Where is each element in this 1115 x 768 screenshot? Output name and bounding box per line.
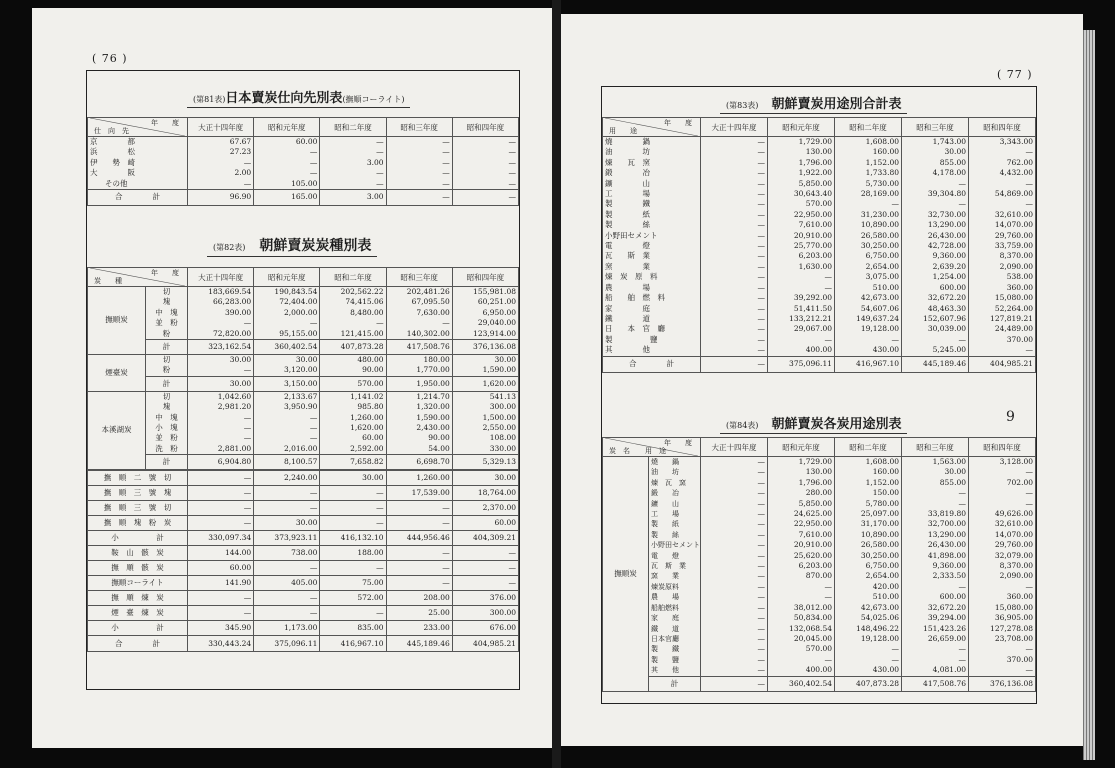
cell: 60.00 — — — 105.00	[254, 137, 320, 190]
cell: 1,173.00	[254, 621, 320, 636]
cell: 233.00	[386, 621, 452, 636]
sub-labels: 切 塊 中 塊 小 塊 並 粉 洗 粉	[146, 391, 188, 454]
cell: 1,260.00	[386, 471, 452, 486]
table-row	[88, 486, 519, 501]
cell: —	[320, 561, 386, 576]
subtotal-row: 計 323,162.54 360,402.54 407,873.28 417,508.76 376,136.08	[88, 340, 519, 355]
table83-col-header: 昭和二年度	[835, 118, 902, 137]
sub-labels: 切 塊 中 塊 並 粉 粉	[146, 287, 188, 340]
cell: 60.00	[452, 516, 518, 531]
table83	[602, 117, 1036, 373]
table84-number: (第84表)	[726, 421, 759, 430]
cell: —	[320, 606, 386, 621]
subtotal-row: 計 30.00 3,150.00 570.00 1,950.00 1,620.00	[88, 376, 519, 391]
table84-col-header: 大正十四年度	[701, 438, 768, 457]
table84-col-header: 昭和四年度	[969, 438, 1036, 457]
cell: 60.00	[188, 561, 254, 576]
row-labels: 燒 鍋 油 坊 煉 瓦 窯 鍛 冶 鑛 山 工 場 製 紙 製 絲 小野田セメント 電 燈 瓦 斯 業 窯 業 煉炭原料 農 場 船舶燃料 家 庭 鐵 道 日本官廳 製 鐵 製 鹽 其 他	[649, 457, 701, 677]
row-label: 鞍 山 骸 炭	[88, 546, 188, 561]
cell: 2,240.00	[254, 471, 320, 486]
cell: —	[320, 486, 386, 501]
page-stack-edge	[1083, 30, 1095, 760]
table83-col-header: 昭和元年度	[768, 118, 835, 137]
cell: 373,923.11	[254, 531, 320, 546]
cell: —	[452, 546, 518, 561]
table83-col-header: 昭和三年度	[902, 118, 969, 137]
row-label: 撫 順 骸 炭	[88, 561, 188, 576]
row-label: 小 計	[88, 531, 188, 546]
table-row: 煙臺炭 切 粉 30.00 — 30.00 3,120.00 480.00 90.00 180.00 1,770.00 30.00 1,590.00	[88, 355, 519, 377]
left-page	[32, 8, 552, 748]
cell: 676.00	[452, 621, 518, 636]
table84-title-text: 朝鮮賣炭各炭用途別表	[771, 417, 902, 432]
cell: 345.90	[188, 621, 254, 636]
cell: —	[188, 516, 254, 531]
cell: — — — — —	[386, 137, 452, 190]
cell: 18,764.00	[452, 486, 518, 501]
row-labels: 京 都 浜 松 伊 勢 崎 大 阪 その他	[88, 137, 188, 190]
table-row	[88, 501, 519, 516]
cell: —	[452, 576, 518, 591]
group-name: 煙臺炭	[88, 355, 146, 392]
table81	[87, 117, 519, 206]
table82-title	[207, 235, 377, 257]
cell: —	[188, 591, 254, 606]
cell: 141.90	[188, 576, 254, 591]
table84-col-header: 昭和三年度	[902, 438, 969, 457]
page-number-right: ( 77 )	[997, 68, 1033, 81]
table-row	[88, 606, 519, 621]
table-row	[88, 531, 519, 546]
table81-number: (第81表)	[193, 95, 226, 104]
table83-col-header: 昭和四年度	[969, 118, 1036, 137]
cell: 330,097.34	[188, 531, 254, 546]
table83-corner: 年 度 用 途	[603, 118, 701, 137]
cell: —	[386, 516, 452, 531]
table82-title-text: 朝鮮賣炭炭種別表	[259, 238, 372, 254]
table84-col-header: 昭和元年度	[768, 438, 835, 457]
cell: 25.00	[386, 606, 452, 621]
cell: —	[254, 606, 320, 621]
table-row	[88, 471, 519, 486]
cell: —	[254, 561, 320, 576]
cell: 738.00	[254, 546, 320, 561]
table81-corner: 年 度 仕 向 先	[88, 118, 188, 137]
table-row	[88, 561, 519, 576]
table-row	[88, 576, 519, 591]
cell: —	[386, 501, 452, 516]
cell: 572.00	[320, 591, 386, 606]
table82-corner: 年 度 炭 種	[88, 268, 188, 287]
cell: — — — — —	[452, 137, 518, 190]
subtotal-row: 計 — 360,402.54 407,873.28 417,508.76 376,136.08	[603, 676, 1036, 691]
row-label: 撫 順 二 號 切	[88, 471, 188, 486]
row-label: 撫 順 三 號 切	[88, 501, 188, 516]
table83-title	[720, 93, 907, 114]
group-name: 撫順炭	[88, 287, 146, 355]
table81-col-header: 昭和四年度	[452, 118, 518, 137]
table-row	[88, 137, 519, 190]
cell: 376.00	[452, 591, 518, 606]
cell: 67.67 27.23 — 2.00 —	[188, 137, 254, 190]
table-row	[88, 591, 519, 606]
table-row	[88, 621, 519, 636]
table-row: 撫順炭 燒 鍋 油 坊 煉 瓦 窯 鍛 冶 鑛 山 工 場 製 紙 製 絲 小野田セメント 電 燈 瓦 斯 業 窯 業 煉炭原料 農 場 船舶燃料 家 庭 鐵 道 日本官廳 製 鐵 製 鹽 其 他 — — — — — — — — — — — — — — — — — — — — — 1,729.00 130.00 1,796.00 280.00 5,850.00 24,625.00 22,950.00 7,610.00 20,910.00 25,620.00 6,203.00 870.00 — — 38,012.00 50,834.00 132,068.54 20,045.00 570.00 — 400.00 1,608.00 160.00 1,152.00 150.00 5,780.00 25,097.00 31,170.00 10,890.00 26,580.00 30,250.00 6,750.00 2,654.00 420.00 510.00 42,673.00 54,025.06 148,496.22 19,128.00 — — 430.00 1,563.00 30.00 855.00 — — 33,819.80 32,700.00 13,290.00 26,430.00 41,898.00 9,360.00 2,333.50 — 600.00 32,672.20 39,294.00 151,423.26 26,659.00 — — 4,081.00 3,128.00 — 702.00 — — 49,626.00 32,610.00 14,070.00 29,760.00 32,079.00 8,370.00 2,090.00 — 360.00 15,080.00 36,905.00 127,278.08 23,708.00 — 370.00 —	[603, 457, 1036, 677]
table-row: 撫順炭 切 塊 中 塊 並 粉 粉 183,669.54 66,283.00 390.00 — 72,820.00 190,843.54 72,404.00 2,000.00 — 95,155.00 202,562.22 74,415.06 8,480.00 — 121,415.00 202,481.26 67,095.50 7,630.00 — 140,302.00 155,981.08 60,251.00 6,950.00 29,040.00 123,914.00	[88, 287, 519, 340]
right-page	[561, 14, 1083, 746]
right-frame	[601, 86, 1037, 704]
page-number-left: ( 76 )	[92, 52, 128, 65]
table83-total-row: 合 計 — 375,096.11 416,967.10 445,189.46 404,985.21	[603, 356, 1036, 372]
cell: —	[188, 501, 254, 516]
table84	[602, 437, 1036, 692]
row-label: 撫 順 塊 粉 炭	[88, 516, 188, 531]
group-name: 撫順炭	[603, 457, 649, 692]
table84-title	[720, 413, 907, 434]
cell: 30.00	[320, 471, 386, 486]
row-label: 撫順コーライト	[88, 576, 188, 591]
cell: —	[320, 516, 386, 531]
table82-number: (第82表)	[213, 243, 246, 252]
cell: 208.00	[386, 591, 452, 606]
table-row: 本溪湖炭 切 塊 中 塊 小 塊 並 粉 洗 粉 1,042.60 2,981.20 — — — 2,881.00 2,133.67 3,950.90 — — — 2,016.00 1,141.02 985.80 1,260.00 1,620.00 60.00 2,592.00 1,214.70 1,320.00 1,590.00 2,430.00 90.00 54.00 541.13 300.00 1,500.00 2,550.00 108.00 330.00	[88, 391, 519, 454]
table-row	[88, 546, 519, 561]
table82-col-header: 昭和四年度	[452, 268, 518, 287]
cell: —	[254, 486, 320, 501]
table82-col-header: 昭和二年度	[320, 268, 386, 287]
subtotal-row: 計 6,904.80 8,100.57 7,658.82 6,698.70 5,329.13	[88, 455, 519, 470]
table82-total-row: 合 計 330,443.24 375,096.11 416,967.10 445,189.46 404,985.21	[88, 636, 519, 652]
table81-col-header: 昭和三年度	[386, 118, 452, 137]
table81-total-row: 合 計 96.90 165.00 3.00 — —	[88, 190, 519, 206]
cell: 416,132.10	[320, 531, 386, 546]
cell: 30.00	[254, 516, 320, 531]
table82-col-header: 大正十四年度	[188, 268, 254, 287]
cell: 144.00	[188, 546, 254, 561]
cell: 2,370.00	[452, 501, 518, 516]
cell: —	[188, 606, 254, 621]
table81-col-header: 大正十四年度	[188, 118, 254, 137]
cell: 404,309.21	[452, 531, 518, 546]
cell: —	[452, 561, 518, 576]
table82	[87, 267, 519, 652]
row-labels: 燒 鍋 油 坊 煉 瓦 窯 鍛 冶 鑛 山 工 場 製 鐵 製 紙 製 絲 小野田セメント 電 燈 瓦 斯 業 窯 業 煉 炭 原 料 農 場 船 舶 燃 料 家 庭 鐵 道 日 本 官 廳 製 鹽 其 他	[603, 137, 701, 357]
cell: 405.00	[254, 576, 320, 591]
cell: —	[386, 576, 452, 591]
table81-title	[187, 87, 410, 108]
cell: —	[254, 591, 320, 606]
table81-title-text: 日本賣炭仕向先別表	[225, 91, 343, 106]
table82-col-header: 昭和三年度	[386, 268, 452, 287]
row-label: 撫 順 三 號 塊	[88, 486, 188, 501]
handwritten-mark: 9	[1006, 409, 1015, 425]
cell: —	[188, 471, 254, 486]
cell: 30.00	[452, 471, 518, 486]
group-name: 本溪湖炭	[88, 391, 146, 469]
book-gutter	[552, 0, 561, 768]
cell: 17,539.00	[386, 486, 452, 501]
cell: —	[386, 561, 452, 576]
table83-col-header: 大正十四年度	[701, 118, 768, 137]
table82-singles	[87, 470, 519, 652]
cell: 300.00	[452, 606, 518, 621]
cell: 835.00	[320, 621, 386, 636]
table-row: 燒 鍋 油 坊 煉 瓦 窯 鍛 冶 鑛 山 工 場 製 鐵 製 紙 製 絲 小野田セメント 電 燈 瓦 斯 業 窯 業 煉 炭 原 料 農 場 船 舶 燃 料 家 庭 鐵 道 日 本 官 廳 製 鹽 其 他 — — — — — — — — — — — — — — — — — — — — — 1,729.00 130.00 1,796.00 1,922.00 5,850.00 30,643.40 570.00 22,950.00 7,610.00 20,910.00 25,770.00 6,203.00 1,630.00 — — 39,292.00 51,411.50 133,212.21 29,067.00 — 400.00 1,608.00 160.00 1,152.00 1,733.80 5,730.00 28,169.00 — 31,230.00 10,890.00 26,580.00 30,250.00 6,750.00 2,654.00 3,075.00 510.00 42,673.00 54,607.06 149,637.24 19,128.00 — 430.00 1,743.00 30.00 855.00 4,178.00 — 39,304.80 — 32,730.00 13,290.00 26,430.00 42,728.00 9,360.00 2,639.20 1,254.00 600.00 32,672.20 48,463.30 152,607.96 30,039.00 — 5,245.00 3,343.00 — 762.00 4,432.00 — 54,869.00 — 32,610.00 14,070.00 29,760.00 33,759.00 8,370.00 2,090.00 538.00 360.00 15,080.00 52,264.00 127,819.21 24,489.00 370.00 —	[603, 137, 1036, 357]
sub-labels: 切 粉	[146, 355, 188, 377]
cell: 444,956.46	[386, 531, 452, 546]
table81-col-header: 昭和元年度	[254, 118, 320, 137]
cell: —	[188, 486, 254, 501]
cell: 75.00	[320, 576, 386, 591]
left-frame	[86, 70, 520, 690]
cell: —	[254, 501, 320, 516]
row-label: 煙 臺 煉 炭	[88, 606, 188, 621]
table82-col-header: 昭和元年度	[254, 268, 320, 287]
table81-col-header: 昭和二年度	[320, 118, 386, 137]
row-label: 小 計	[88, 621, 188, 636]
table84-col-header: 昭和二年度	[835, 438, 902, 457]
table81-subtitle: (撫順コーライト)	[342, 95, 405, 104]
row-label: 撫 順 煉 炭	[88, 591, 188, 606]
table83-number: (第83表)	[726, 101, 759, 110]
table83-title-text: 朝鮮賣炭用途別合計表	[771, 97, 902, 112]
cell: 188.00	[320, 546, 386, 561]
table-row	[88, 516, 519, 531]
cell: —	[320, 501, 386, 516]
table84-corner: 年 度 用 途 炭 名	[603, 438, 701, 457]
cell: — — 3.00 — —	[320, 137, 386, 190]
cell: —	[386, 546, 452, 561]
